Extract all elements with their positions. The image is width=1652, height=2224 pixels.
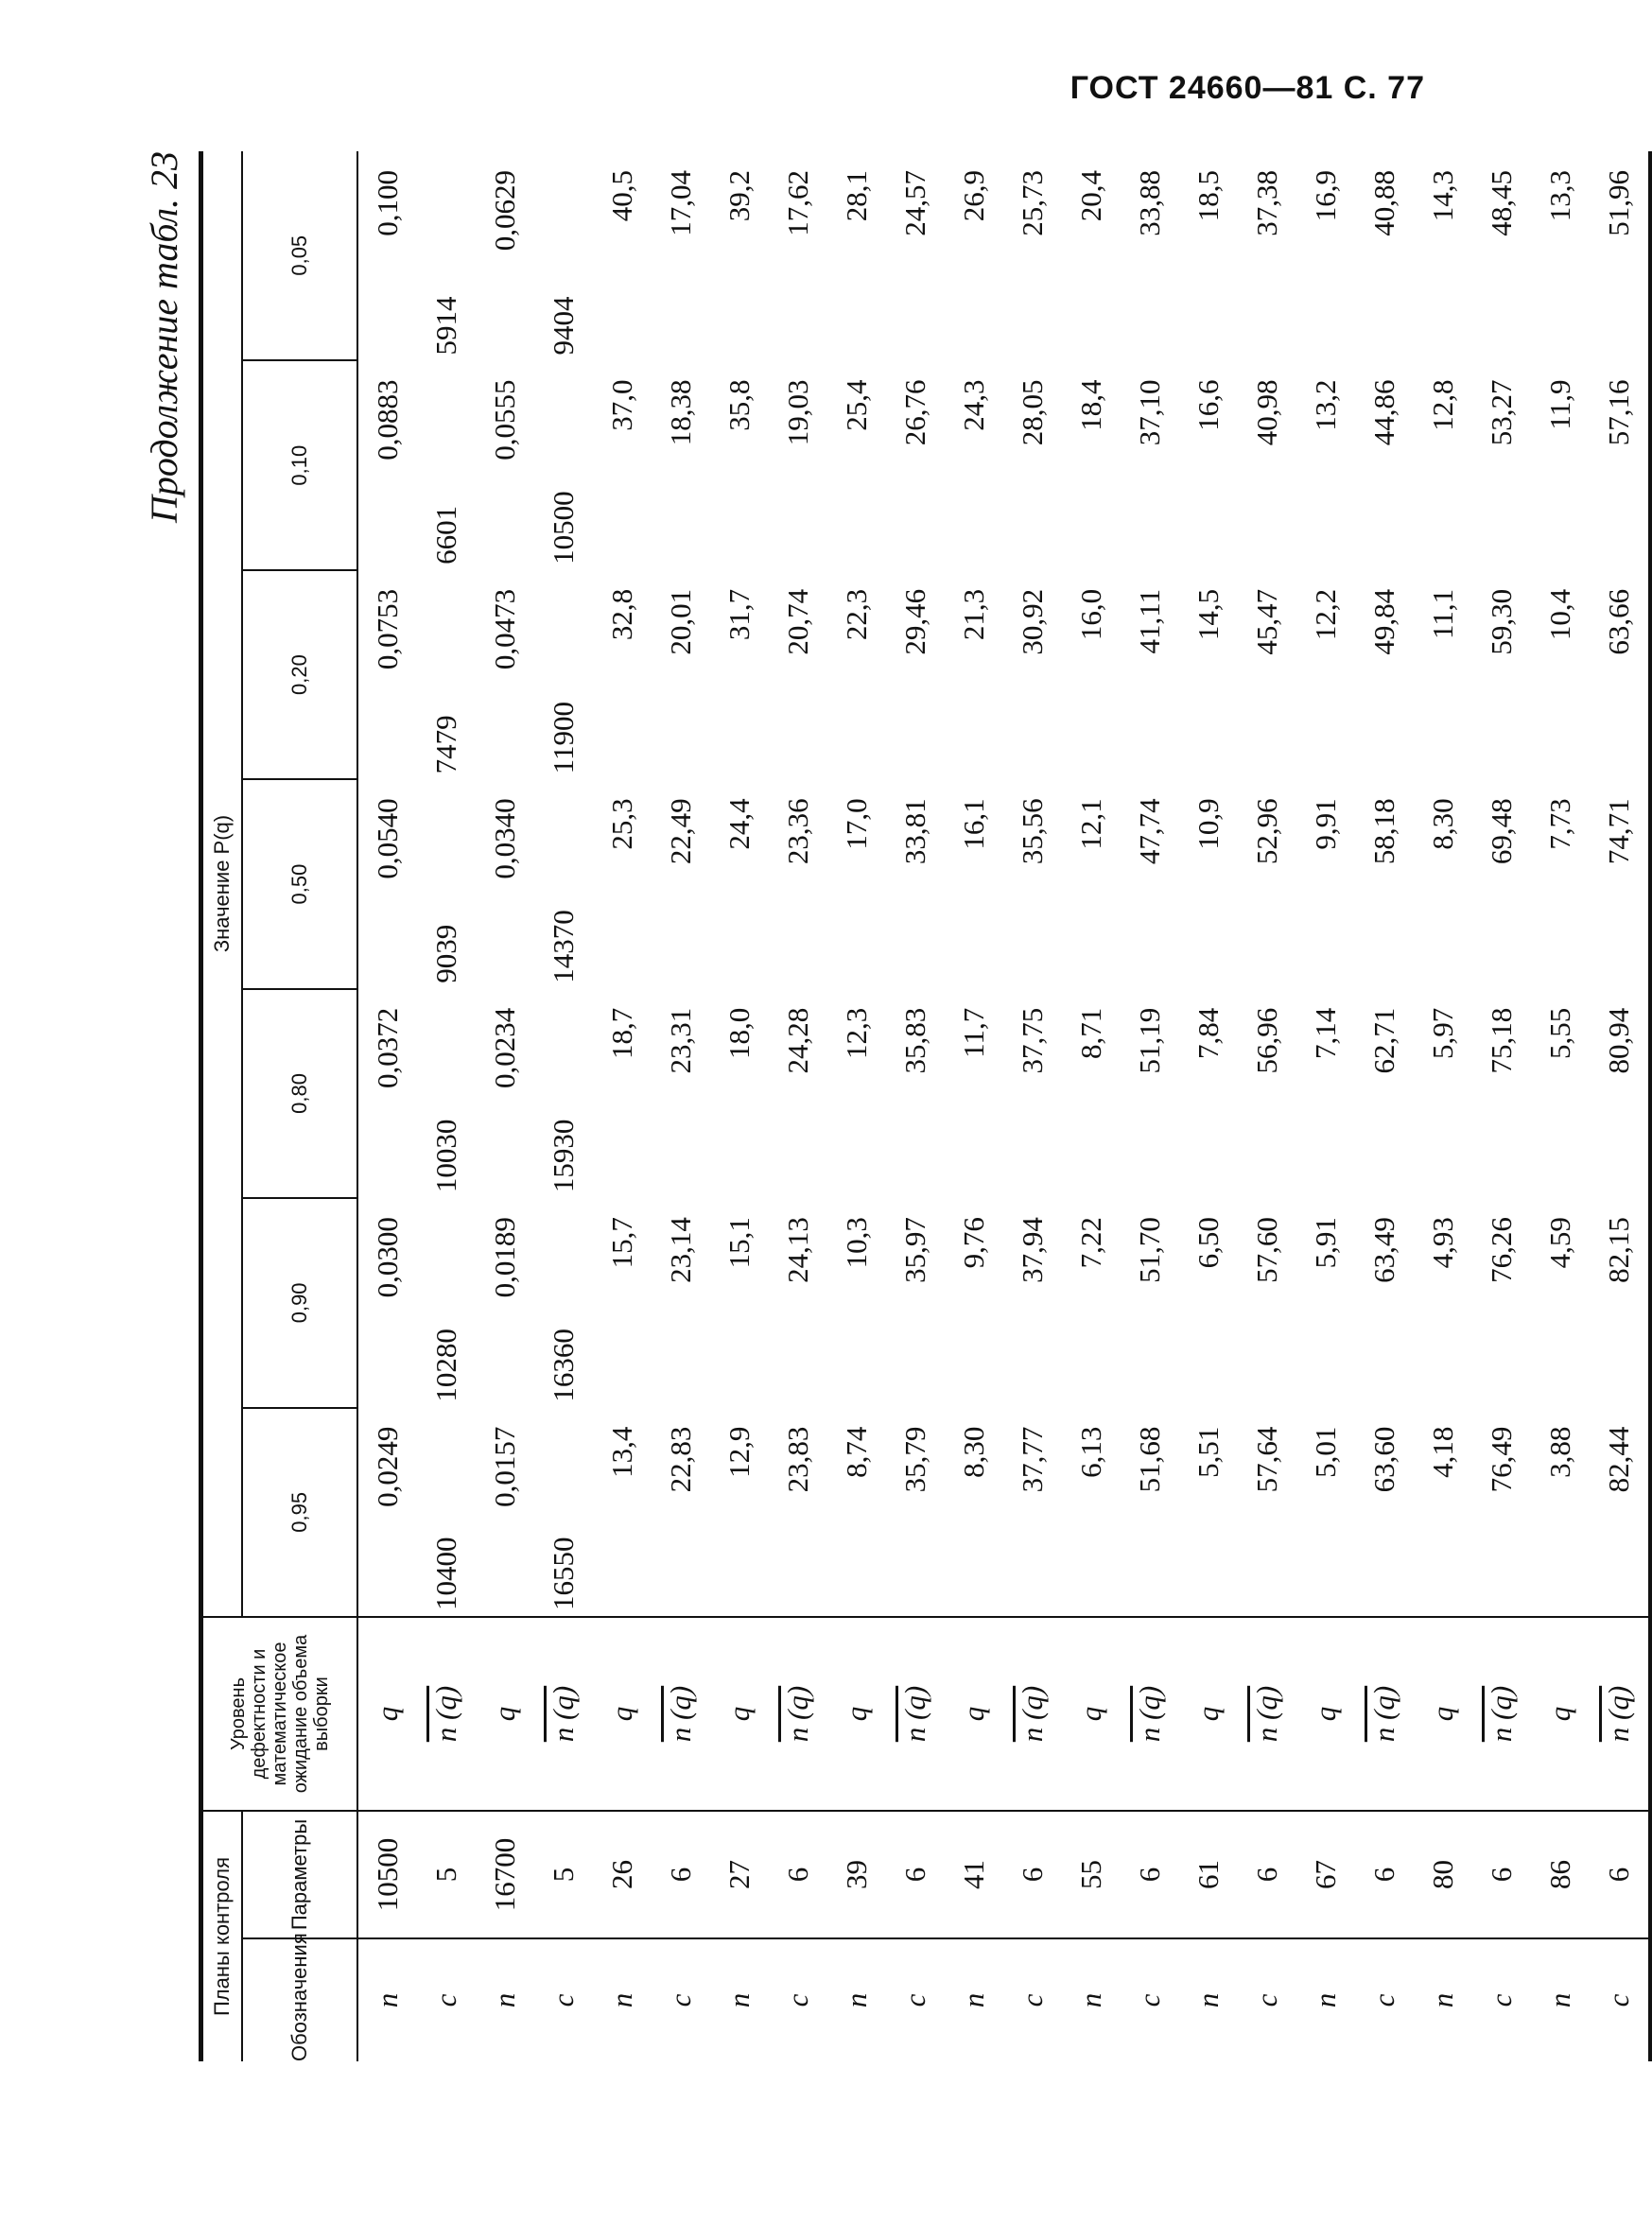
level-cell [769, 1617, 827, 1811]
value-cell: 23,83 [769, 1408, 827, 1617]
value-cell: 31,7 [722, 588, 756, 641]
value-cell: 25,4 [840, 379, 873, 431]
value-cell: 10030 [429, 1119, 462, 1193]
value-cell: 6,50 [1191, 1217, 1225, 1269]
value-cell: 33,88 [1133, 170, 1166, 236]
table-row [534, 151, 593, 2061]
value-cell: 51,70 [1133, 1217, 1166, 1283]
p-value-header: 0,90 [242, 1198, 357, 1407]
value-cell: 25,73 [1016, 170, 1049, 236]
value-cell: 22,49 [664, 798, 697, 865]
value-cell: 24,57 [898, 170, 931, 236]
value-cell: 35,8 [722, 379, 756, 431]
p-value-header: 0,50 [242, 779, 357, 988]
value-cell: 23,14 [664, 1217, 697, 1283]
designation-cell: n [957, 1992, 990, 2008]
value-cell: 7,22 [1074, 1217, 1107, 1269]
value-cell: 20,4 [1074, 170, 1107, 222]
level-cell [1179, 1617, 1238, 1811]
value-cell: 0,0157 [476, 1408, 534, 1617]
value-cell: 69,48 [1485, 798, 1518, 865]
value-cell: 15,7 [605, 1217, 638, 1269]
value-cell: 13,2 [1309, 379, 1342, 431]
value-cell: 16,9 [1309, 170, 1342, 222]
value-cell: 16,0 [1074, 588, 1107, 641]
parameters-header: Параметры [242, 1811, 357, 1938]
level-cell [1355, 1617, 1414, 1811]
value-cell: 40,88 [1367, 170, 1400, 236]
value-cell: 9039 [429, 924, 462, 983]
value-cell: 59,30 [1485, 588, 1518, 655]
level-label: q [488, 1706, 521, 1722]
value-cell: 10,3 [840, 1217, 873, 1269]
level-label: q [1074, 1706, 1107, 1722]
designation-cell: c [547, 1993, 580, 2007]
table-row [1179, 151, 1238, 2061]
value-cell: 51,19 [1133, 1007, 1166, 1074]
value-cell: 4,18 [1414, 1408, 1472, 1617]
value-cell: 37,10 [1133, 379, 1166, 446]
value-cell: 35,97 [898, 1217, 931, 1283]
value-cell: 16360 [547, 1329, 580, 1402]
table-row [593, 151, 652, 2061]
level-label: q [1191, 1706, 1225, 1722]
value-cell: 5,91 [1309, 1217, 1342, 1269]
value-cell: 9,91 [1309, 798, 1342, 850]
table-row [1296, 151, 1355, 2061]
designation-cell: n [1309, 1992, 1342, 2008]
level-cell [417, 1617, 476, 1811]
value-cell: 76,26 [1485, 1217, 1518, 1283]
value-cell: 40,98 [1250, 379, 1283, 446]
plans-group-header: Планы контроля [201, 1811, 243, 2061]
value-cell: 4,93 [1426, 1217, 1459, 1269]
level-label: q [722, 1706, 756, 1722]
value-cell: 10,9 [1191, 798, 1225, 850]
value-cell: 0,0883 [371, 379, 404, 460]
value-cell: 18,38 [664, 379, 697, 446]
level-label: n (q) [547, 1685, 580, 1743]
value-cell: 35,56 [1016, 798, 1049, 865]
value-cell: 16,1 [957, 798, 990, 850]
value-cell: 18,4 [1074, 379, 1107, 431]
value-cell: 7,84 [1191, 1007, 1225, 1059]
value-cell: 80,94 [1590, 989, 1650, 1198]
value-cell: 0,0372 [371, 1007, 404, 1088]
level-header: Уровень дефектности и математическое ожидание объема выборки [201, 1617, 358, 1811]
value-cell: 62,71 [1367, 1007, 1400, 1074]
level-cell [710, 1617, 769, 1811]
parameter-cell: 16700 [476, 1811, 534, 1938]
value-cell: 5,51 [1179, 1408, 1238, 1617]
value-cell: 33,81 [898, 798, 931, 865]
table-row [827, 151, 886, 2061]
value-cell: 23,31 [664, 1007, 697, 1074]
value-cell: 20,01 [664, 588, 697, 655]
value-cell: 57,64 [1238, 1408, 1296, 1617]
designation-cell: c [1485, 1993, 1518, 2007]
parameter-cell: 5 [417, 1811, 476, 1938]
level-cell [1121, 1617, 1179, 1811]
value-cell: 8,30 [945, 1408, 1003, 1617]
value-cell: 53,27 [1485, 379, 1518, 446]
level-cell [827, 1617, 886, 1811]
level-label: n (q) [1016, 1685, 1049, 1743]
value-cell: 7,73 [1543, 798, 1576, 850]
level-label: q [1426, 1706, 1459, 1722]
designation-cell: n [1426, 1992, 1459, 2008]
value-cell: 14,3 [1426, 170, 1459, 222]
value-cell: 0,0555 [488, 379, 521, 460]
value-cell: 9404 [547, 296, 580, 356]
value-cell: 22,3 [840, 588, 873, 641]
value-cell: 58,18 [1367, 798, 1400, 865]
value-cell: 51,96 [1590, 151, 1650, 360]
value-cell: 28,05 [1016, 379, 1049, 446]
parameter-cell: 67 [1296, 1811, 1355, 1938]
value-cell: 26,76 [898, 379, 931, 446]
level-cell [652, 1617, 710, 1811]
level-cell [1238, 1617, 1296, 1811]
value-cell: 13,3 [1543, 170, 1576, 222]
parameter-cell: 6 [1238, 1811, 1296, 1938]
level-label: n (q) [781, 1685, 814, 1743]
value-cell: 37,75 [1016, 1007, 1049, 1074]
table-row [769, 151, 827, 2061]
parameter-cell: 5 [534, 1811, 593, 1938]
table-row [710, 151, 769, 2061]
parameter-cell: 6 [1003, 1811, 1062, 1938]
data-table [199, 151, 1652, 2061]
level-label: n (q) [1133, 1685, 1166, 1743]
designation-cell: c [781, 1993, 814, 2007]
level-cell [357, 1617, 417, 1811]
level-label: q [1543, 1706, 1576, 1722]
level-cell [1590, 1617, 1650, 1811]
level-cell [1414, 1617, 1472, 1811]
level-cell [1003, 1617, 1062, 1811]
level-label: q [605, 1706, 638, 1722]
parameter-cell: 41 [945, 1811, 1003, 1938]
value-cell: 0,0249 [357, 1408, 417, 1617]
table-row [1472, 151, 1531, 2061]
designation-cell: c [1367, 1993, 1400, 2007]
value-cell: 28,1 [840, 170, 873, 222]
parameter-cell: 86 [1531, 1811, 1590, 1938]
value-cell: 8,30 [1426, 798, 1459, 850]
value-cell: 6,13 [1062, 1408, 1121, 1617]
value-cell: 5914 [429, 296, 462, 356]
parameter-cell: 26 [593, 1811, 652, 1938]
p-value-header: 0,80 [242, 989, 357, 1198]
parameter-cell: 55 [1062, 1811, 1121, 1938]
table-row [1238, 151, 1296, 2061]
value-cell: 48,45 [1485, 170, 1518, 236]
level-label: q [840, 1706, 873, 1722]
table-row [1531, 151, 1590, 2061]
value-cell: 23,36 [781, 798, 814, 865]
value-cell: 57,16 [1590, 360, 1650, 569]
designation-cell: c [1590, 1938, 1650, 2061]
level-label: q [371, 1706, 404, 1722]
p-value-header: 0,20 [242, 570, 357, 779]
level-cell [1062, 1617, 1121, 1811]
level-label: n (q) [1250, 1685, 1283, 1743]
value-cell: 11,7 [957, 1007, 990, 1058]
table-row [417, 151, 476, 2061]
value-cell: 32,8 [605, 588, 638, 641]
value-cell: 40,5 [605, 170, 638, 222]
value-cell: 49,84 [1367, 588, 1400, 655]
value-cell: 35,83 [898, 1007, 931, 1074]
parameter-cell: 39 [827, 1811, 886, 1938]
table-row [357, 151, 417, 2061]
designation-cell: n [1191, 1992, 1225, 2008]
table-row [1121, 151, 1179, 2061]
level-cell [1472, 1617, 1531, 1811]
value-cell: 24,28 [781, 1007, 814, 1074]
parameter-cell: 6 [886, 1811, 945, 1938]
value-cell: 14370 [547, 910, 580, 983]
value-cell: 35,79 [886, 1408, 945, 1617]
parameter-cell: 6 [1472, 1811, 1531, 1938]
table-caption: Продолжение табл. 23 [143, 151, 185, 524]
value-cell: 63,60 [1355, 1408, 1414, 1617]
value-cell: 0,0753 [371, 588, 404, 670]
value-cell: 20,74 [781, 588, 814, 655]
designation-cell: c [429, 1993, 462, 2007]
table-body [357, 151, 1650, 2061]
rotated-table-block [142, 151, 1635, 2061]
level-label: n (q) [664, 1685, 697, 1743]
designation-cell: n [371, 1992, 404, 2008]
value-cell: 9,76 [957, 1217, 990, 1269]
value-cell: 10,4 [1543, 588, 1576, 641]
level-label: n (q) [1602, 1685, 1635, 1743]
value-cell: 22,83 [652, 1408, 710, 1617]
table-row [1003, 151, 1062, 2061]
value-cell: 39,2 [722, 170, 756, 222]
p-value-header: 0,10 [242, 360, 357, 569]
designation-cell: n [605, 1992, 638, 2008]
value-cell: 0,0300 [371, 1217, 404, 1298]
value-cell: 13,4 [593, 1408, 652, 1617]
value-cell: 21,3 [957, 588, 990, 641]
value-cell: 5,01 [1296, 1408, 1355, 1617]
value-cell: 52,96 [1250, 798, 1283, 865]
level-label: q [1309, 1706, 1342, 1722]
value-cell: 7479 [429, 715, 462, 774]
value-cell: 15930 [547, 1119, 580, 1193]
level-label: n (q) [898, 1685, 931, 1743]
value-cell: 24,13 [781, 1217, 814, 1283]
value-cell: 4,59 [1543, 1217, 1576, 1269]
level-label: n (q) [1367, 1685, 1400, 1743]
table-row [945, 151, 1003, 2061]
value-cell: 19,03 [781, 379, 814, 446]
value-cell: 3,88 [1531, 1408, 1590, 1617]
value-cell: 12,3 [840, 1007, 873, 1059]
value-cell: 17,0 [840, 798, 873, 850]
value-cell: 37,0 [605, 379, 638, 431]
value-cell: 14,5 [1191, 588, 1225, 641]
value-cell: 10280 [429, 1329, 462, 1402]
value-cell: 8,71 [1074, 1007, 1107, 1059]
value-cell: 17,62 [781, 170, 814, 236]
value-cell: 11,9 [1543, 379, 1576, 430]
parameter-cell: 80 [1414, 1811, 1472, 1938]
value-cell: 5,55 [1543, 1007, 1576, 1059]
value-cell: 5,97 [1426, 1007, 1459, 1059]
value-cell: 37,77 [1003, 1408, 1062, 1617]
parameter-cell: 10500 [357, 1811, 417, 1938]
designation-cell: n [488, 1992, 521, 2008]
value-cell: 75,18 [1485, 1007, 1518, 1074]
parameter-cell: 61 [1179, 1811, 1238, 1938]
level-cell [476, 1617, 534, 1811]
value-cell: 15,1 [722, 1217, 756, 1269]
designation-cell: c [664, 1993, 697, 2007]
value-cell: 7,14 [1309, 1007, 1342, 1059]
value-cell: 11,1 [1426, 588, 1459, 639]
value-cell: 29,46 [898, 588, 931, 655]
value-cell: 41,11 [1133, 588, 1166, 654]
parameter-cell: 27 [710, 1811, 769, 1938]
designation-cell: c [1016, 1993, 1049, 2007]
p-value-header: 0,05 [242, 151, 357, 360]
value-cell: 37,94 [1016, 1217, 1049, 1283]
table-row [1062, 151, 1121, 2061]
level-cell [945, 1617, 1003, 1811]
level-cell [1296, 1617, 1355, 1811]
value-cell: 0,0340 [488, 798, 521, 879]
parameter-cell: 6 [652, 1811, 710, 1938]
parameter-cell: 6 [1355, 1811, 1414, 1938]
value-cell: 63,66 [1590, 570, 1650, 779]
value-cell: 82,15 [1590, 1198, 1650, 1407]
value-cell: 17,04 [664, 170, 697, 236]
table-row [1414, 151, 1472, 2061]
value-cell: 56,96 [1250, 1007, 1283, 1074]
value-cell: 16,6 [1191, 379, 1225, 431]
value-cell: 76,49 [1472, 1408, 1531, 1617]
value-cell: 45,47 [1250, 588, 1283, 655]
value-cell: 8,74 [827, 1408, 886, 1617]
level-cell [1531, 1617, 1590, 1811]
value-cell: 11900 [547, 701, 580, 774]
value-cell: 12,2 [1309, 588, 1342, 641]
value-cell: 16550 [534, 1408, 593, 1617]
value-cell: 12,1 [1074, 798, 1107, 850]
p-value-header: 0,95 [242, 1408, 357, 1617]
value-cell: 37,38 [1250, 170, 1283, 236]
value-cell: 25,3 [605, 798, 638, 850]
parameter-cell: 6 [1590, 1811, 1650, 1938]
value-cell: 0,0234 [488, 1007, 521, 1088]
designation-cell: c [1250, 1993, 1283, 2007]
level-cell [593, 1617, 652, 1811]
value-cell: 10500 [547, 491, 580, 565]
value-cell: 18,7 [605, 1007, 638, 1059]
value-cell: 74,71 [1590, 779, 1650, 988]
level-cell [534, 1617, 593, 1811]
level-label: q [957, 1706, 990, 1722]
designation-header: Обозначения [242, 1938, 357, 2061]
header-row-top [201, 151, 243, 2061]
value-cell: 0,0629 [488, 170, 521, 252]
value-cell: 12,9 [710, 1408, 769, 1617]
value-cell: 57,60 [1250, 1217, 1283, 1283]
value-cell: 26,9 [957, 170, 990, 222]
value-cell: 30,92 [1016, 588, 1049, 655]
designation-cell: n [1074, 1992, 1107, 2008]
table-row [476, 151, 534, 2061]
value-cell: 10400 [417, 1408, 476, 1617]
designation-cell: c [898, 1993, 931, 2007]
value-cell: 51,68 [1121, 1408, 1179, 1617]
table-row [886, 151, 945, 2061]
value-cell: 0,0473 [488, 588, 521, 670]
value-cell: 63,49 [1367, 1217, 1400, 1283]
value-cell: 24,4 [722, 798, 756, 850]
level-cell [886, 1617, 945, 1811]
value-cell: 44,86 [1367, 379, 1400, 446]
table-row [1355, 151, 1414, 2061]
value-group-header: Значение P(q) [201, 151, 243, 1617]
value-cell: 0,100 [371, 170, 404, 236]
page-header: ГОСТ 24660—81 С. 77 [1069, 70, 1425, 106]
designation-cell: n [722, 1992, 756, 2008]
level-label: n (q) [1485, 1685, 1518, 1743]
level-label: n (q) [429, 1685, 462, 1743]
designation-cell: n [1543, 1992, 1576, 2008]
value-cell: 82,44 [1590, 1408, 1650, 1617]
parameter-cell: 6 [1121, 1811, 1179, 1938]
value-cell: 0,0189 [488, 1217, 521, 1298]
value-cell: 12,8 [1426, 379, 1459, 431]
value-cell: 18,0 [722, 1007, 756, 1059]
value-cell: 24,3 [957, 379, 990, 431]
value-cell: 6601 [429, 505, 462, 565]
table-row [652, 151, 710, 2061]
value-cell: 18,5 [1191, 170, 1225, 222]
table-row [1590, 151, 1650, 2061]
designation-cell: c [1133, 1993, 1166, 2007]
parameter-cell: 6 [769, 1811, 827, 1938]
designation-cell: n [840, 1992, 873, 2008]
value-cell: 0,0540 [371, 798, 404, 879]
value-cell: 47,74 [1133, 798, 1166, 865]
